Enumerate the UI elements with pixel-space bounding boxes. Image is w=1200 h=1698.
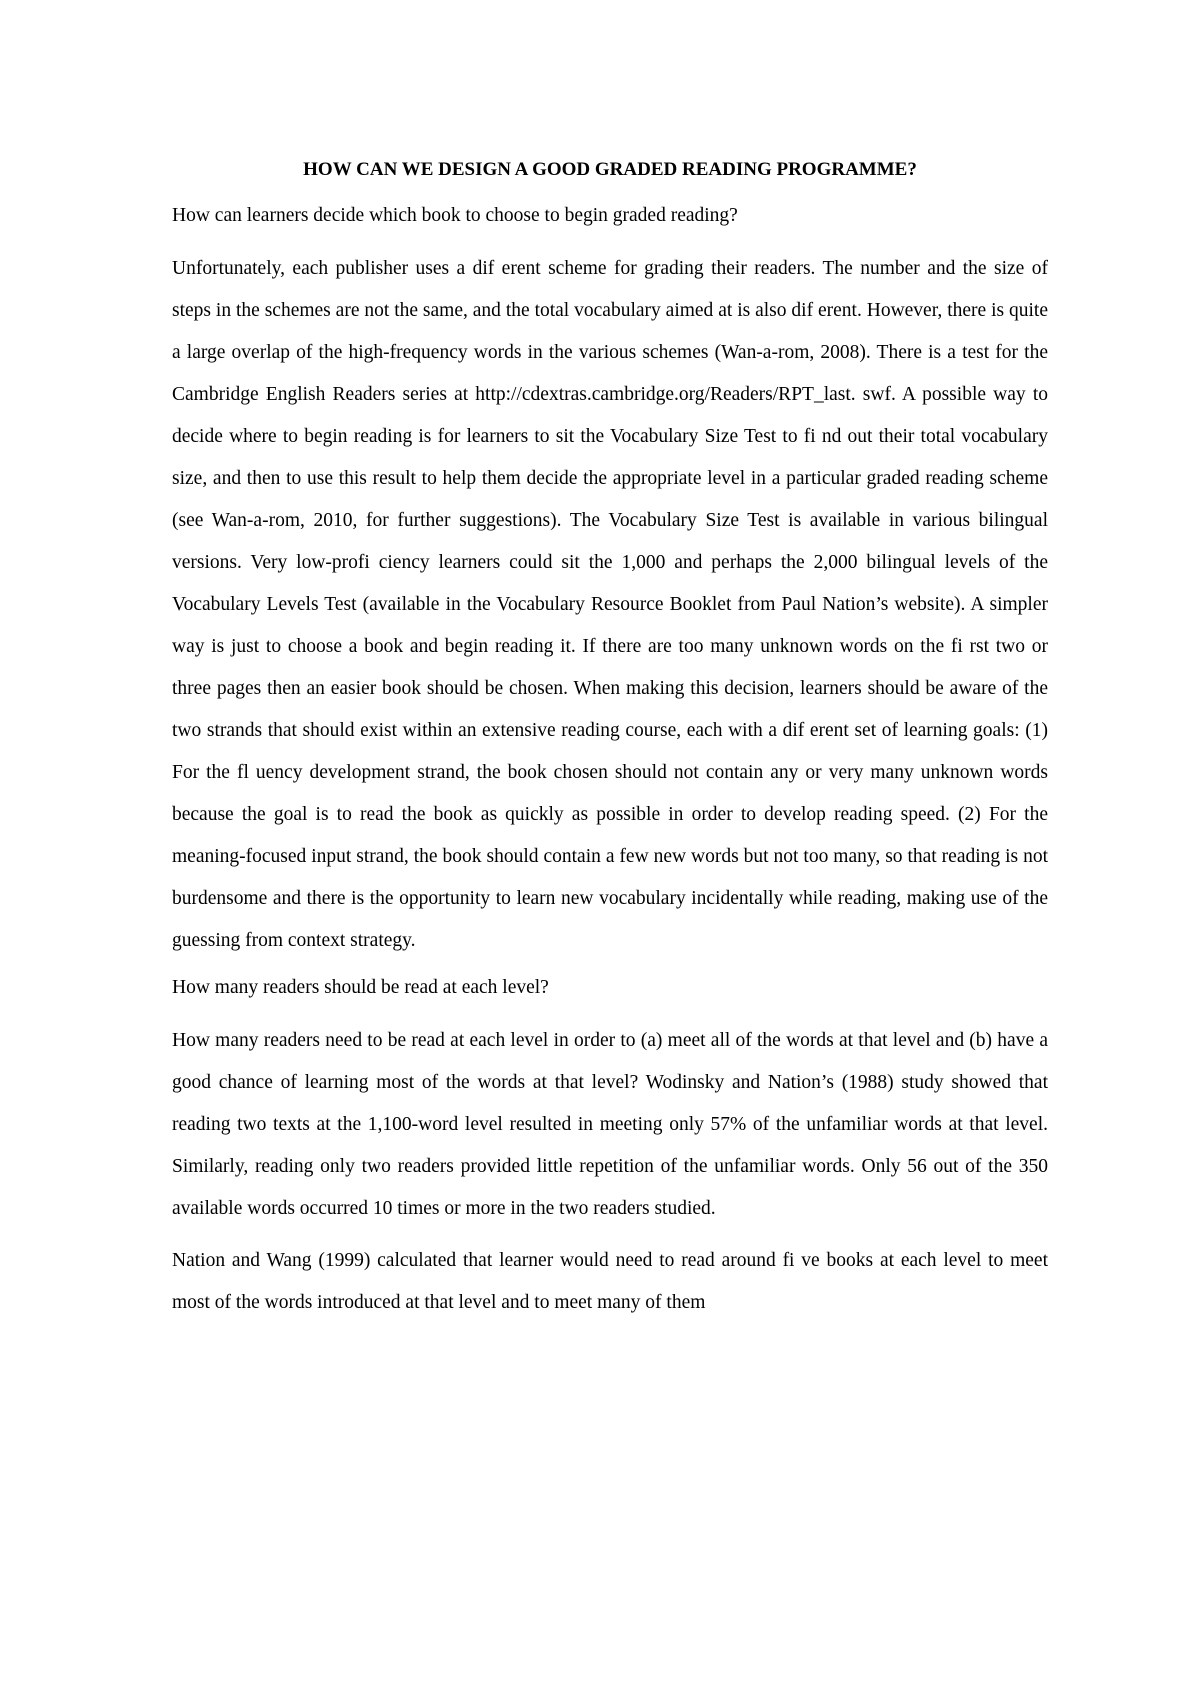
body-paragraph: How many readers need to be read at each level in order to (a) meet all of the words at that level and (b) have a good chance of learning most of the words at that level? Wodinsky and Nation’s (1988) study showed that reading two texts at the 1,100-word level resulted in meeting only 57% of the unfamiliar words at that level. Similarly, reading only two readers provided little repetition of the unfamiliar words. Only 56 out of the 350 available words occurred 10 times or more in the two readers studied. [172, 1030, 1048, 1219]
section-question: How many readers should be read at each level? [172, 977, 549, 998]
section-question: How can learners decide which book to choose to begin graded reading? [172, 205, 738, 226]
document-page [172, 158, 1048, 1324]
section-choosing-book [172, 200, 1048, 962]
section-readers-per-level [172, 972, 1048, 1324]
document-title: HOW CAN WE DESIGN A GOOD GRADED READING PROGRAMME? [303, 159, 917, 180]
body-paragraph: Nation and Wang (1999) calculated that learner would need to read around fi ve books at each level to meet most of the words introduced at that level and to meet many of them [172, 1250, 1048, 1313]
body-paragraph: Unfortunately, each publisher uses a dif erent scheme for grading their readers. The number and the size of steps in the schemes are not the same, and the total vocabulary aimed at is also dif erent. However, there is quite a large overlap of the high-frequency words in the various schemes (Wan-a-rom, 2008). There is a test for the Cambridge English Readers series at http://cdextras.cambridge.org/Readers/RPT_last. swf. A possible way to decide where to begin reading is for learners to sit the Vocabulary Size Test to fi nd out their total vocabulary size, and then to use this result to help them decide the appropriate level in a particular graded reading scheme (see Wan-a-rom, 2010, for further suggestions). The Vocabulary Size Test is available in various bilingual versions. Very low-profi ciency learners could sit the 1,000 and perhaps the 2,000 bilingual levels of the Vocabulary Levels Test (available in the Vocabulary Resource Booklet from Paul Nation’s website). A simpler way is just to choose a book and begin reading it. If there are too many unknown words on the fi rst two or three pages then an easier book should be chosen. When making this decision, learners should be aware of the two strands that should exist within an extensive reading course, each with a dif erent set of learning goals: (1) For the fl uency development strand, the book chosen should not contain any or very many unknown words because the goal is to read the book as quickly as possible in order to develop reading speed. (2) For the meaning-focused input strand, the book should contain a few new words but not too many, so that reading is not burdensome and there is the opportunity to learn new vocabulary incidentally while reading, making use of the guessing from context strategy. [172, 258, 1048, 951]
